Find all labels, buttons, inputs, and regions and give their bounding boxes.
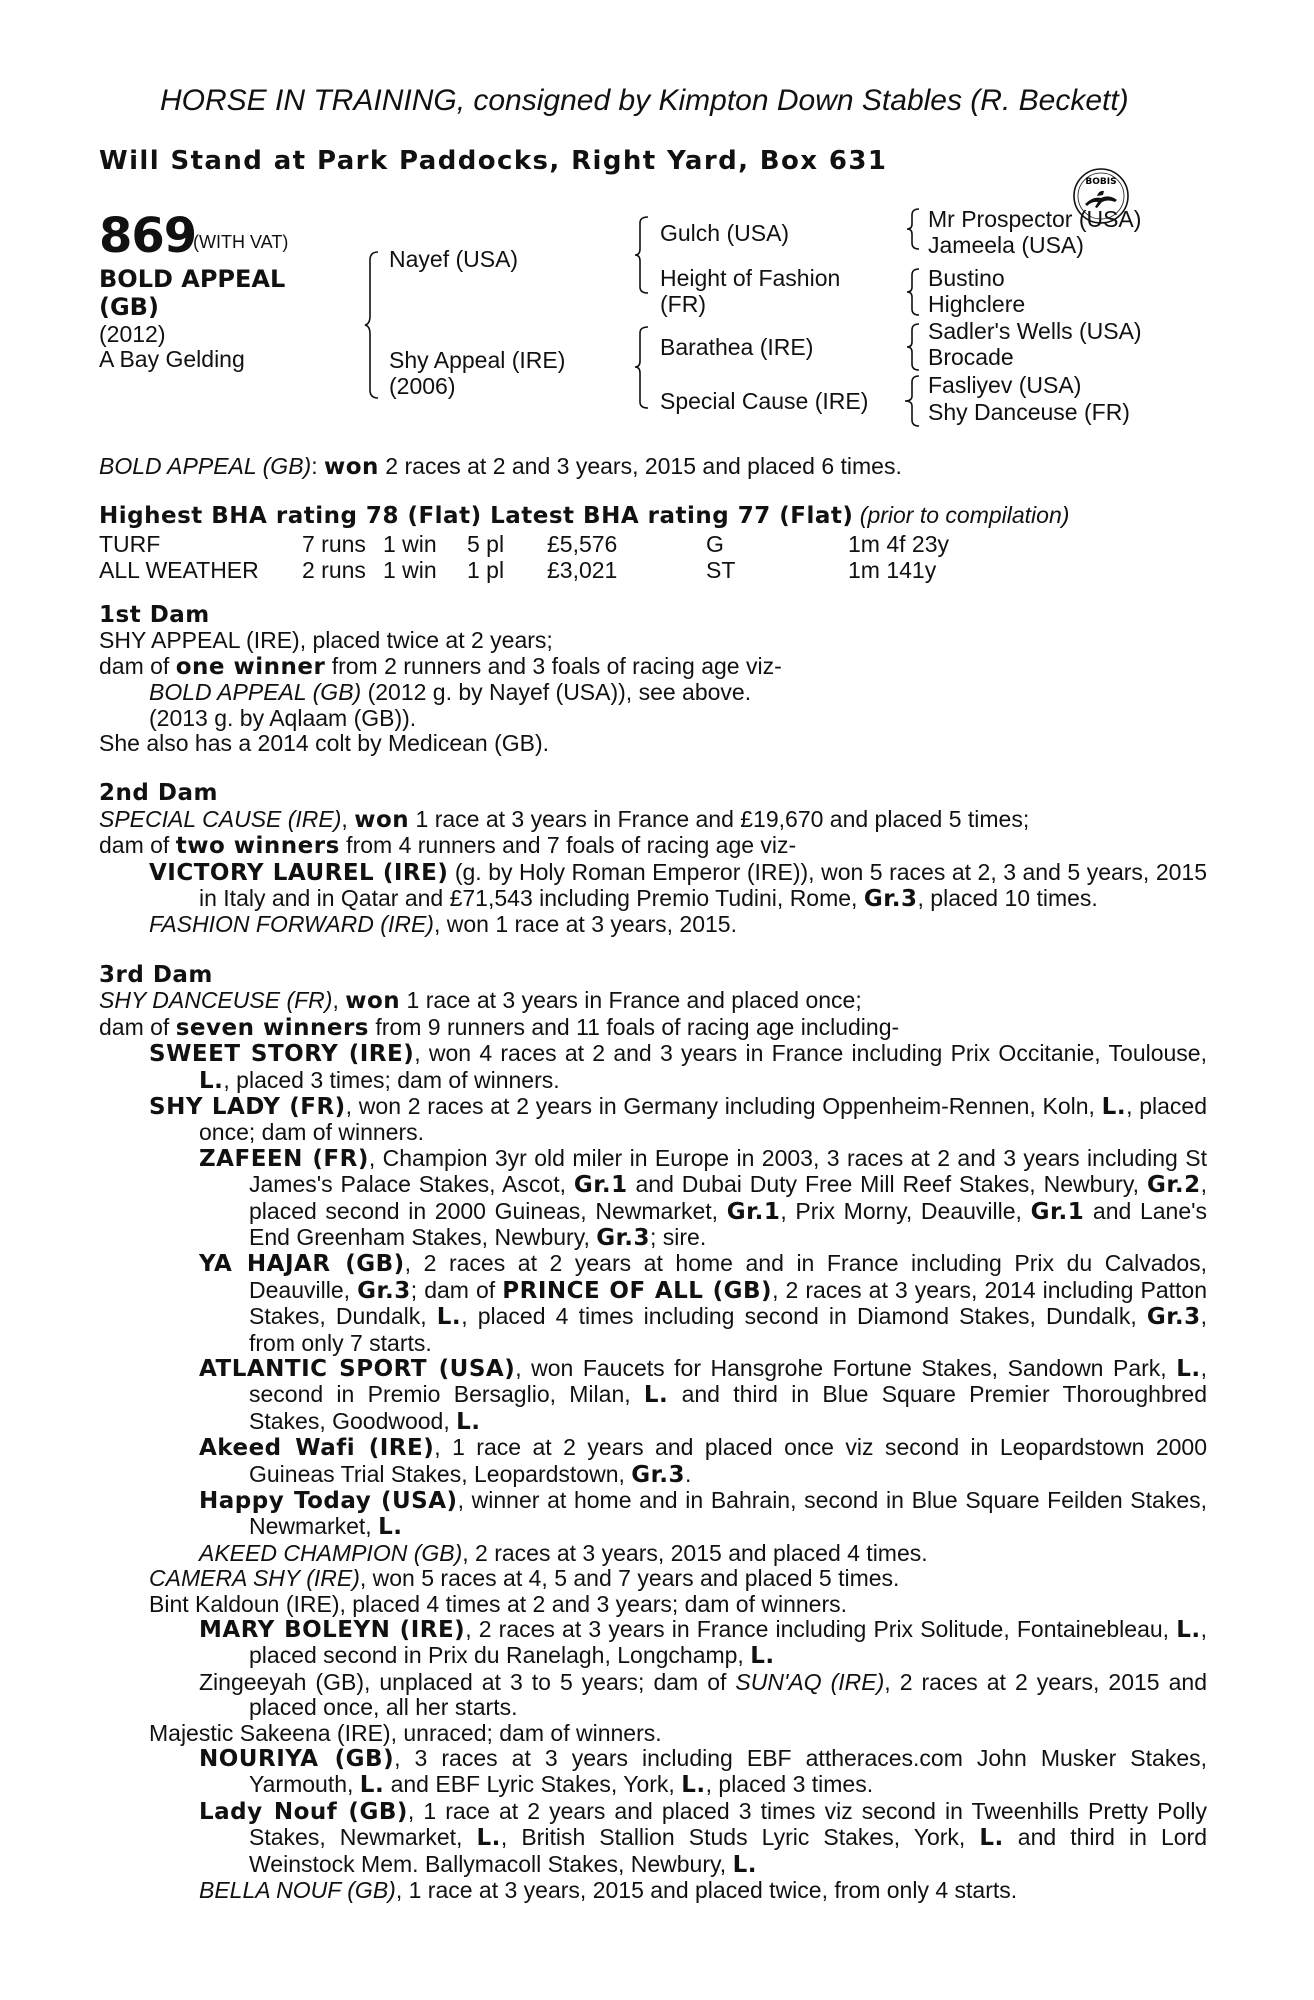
text: 1 race at 3 years in France and £19,670 and placed 5 times;	[409, 805, 1030, 832]
first-dam-child: (2013 g. by Aqlaam (GB)).	[149, 704, 417, 731]
progeny-name: AKEED CHAMPION (GB)	[199, 1539, 463, 1566]
text: , 2 races at 2 years at home and in France including Prix du Calvados, Deauville,	[249, 1250, 1207, 1303]
horse-name	[99, 265, 329, 321]
text-bold: L.	[732, 1851, 757, 1878]
dam-name: SHY DANCEUSE (FR)	[99, 987, 333, 1014]
pedigree-g1: Mr Prospector (USA)	[928, 206, 1142, 232]
family-details	[99, 603, 1207, 1904]
progeny-name: BELLA NOUF (GB)	[199, 1877, 396, 1904]
progeny-name: ZAFEEN (FR)	[199, 1145, 369, 1172]
second-dam-produce	[99, 833, 1207, 859]
text-bold: seven winners	[175, 1014, 369, 1041]
text: , won 2 races at 2 years in Germany including Oppenheim-Rennen, Koln,	[345, 1092, 1102, 1119]
pedigree-g8: Shy Danceuse (FR)	[928, 399, 1130, 425]
text: , from only 7 starts.	[249, 1303, 1207, 1356]
record-going: G	[706, 531, 724, 557]
dam-name: SPECIAL CAUSE (IRE)	[99, 805, 342, 832]
progeny-name: MARY BOLEYN (IRE)	[199, 1617, 466, 1644]
text-bold: L.	[1176, 1355, 1201, 1382]
pedigree-g5: Sadler's Wells (USA)	[928, 318, 1142, 344]
text-bold: Gr.3	[596, 1224, 650, 1251]
text-bold: L.	[681, 1772, 706, 1799]
child-name: BOLD APPEAL (GB)	[149, 679, 362, 706]
text-bold: L.	[979, 1825, 1004, 1852]
text-bold: Gr.1	[573, 1172, 628, 1199]
text: from 9 runners and 11 foals of racing age including-	[369, 1013, 900, 1040]
text: 1 race at 3 years in France and placed once;	[400, 987, 862, 1014]
progeny-entry	[99, 1356, 1207, 1435]
text: , won 5 races at 4, 5 and 7 years and placed 5 times.	[359, 1565, 900, 1592]
bha-rating-text: Highest BHA rating 78 (Flat) Latest BHA rating 77 (Flat)	[99, 503, 854, 529]
record-money: £3,021	[547, 557, 618, 583]
text: from 2 runners and 3 foals of racing age viz-	[325, 652, 782, 679]
text: , won 4 races at 2 and 3 years in France including Prix Occitanie, Toulouse,	[414, 1040, 1207, 1067]
pedigree-g2: Jameela (USA)	[928, 232, 1084, 258]
progeny-entry	[99, 1094, 1207, 1146]
text-bold: Gr.2	[1146, 1172, 1201, 1199]
record-going: ST	[706, 557, 736, 583]
progeny-entry	[99, 1435, 1207, 1488]
pedigree-brace-4	[906, 207, 924, 251]
text: dam of	[99, 652, 176, 679]
text: ,	[341, 805, 355, 832]
text: dam of	[99, 1013, 176, 1040]
text-bold: won	[345, 988, 401, 1015]
progeny-entry: Majestic Sakeena (IRE), unraced; dam of winners.	[149, 1719, 662, 1746]
text-bold: PRINCE OF ALL (GB)	[502, 1277, 773, 1304]
progeny-name: Akeed Wafi (IRE)	[199, 1435, 435, 1462]
pedigree-sire: Nayef (USA)	[389, 246, 519, 272]
pedigree-sire-sire: Gulch (USA)	[660, 220, 790, 246]
record-surface: TURF	[99, 531, 161, 557]
third-dam-produce	[99, 1015, 1207, 1041]
pedigree-g4: Highclere	[928, 291, 1026, 317]
record-runs: 7 runs	[302, 531, 366, 557]
record-placed: 5 pl	[467, 531, 505, 557]
text-bold: won	[354, 806, 410, 833]
text: and third in Lord Weinstock Mem. Ballymacoll Stakes, Newbury,	[249, 1824, 1207, 1877]
pedigree-brace-5	[906, 267, 924, 317]
progeny-name: ATLANTIC SPORT (USA)	[199, 1355, 516, 1382]
progeny-entry: Bint Kaldoun (IRE), placed 4 times at 2 and 3 years; dam of winners.	[149, 1590, 848, 1617]
record-wins: 1 win	[383, 557, 437, 583]
text-bold: L.	[750, 1643, 775, 1670]
text: , placed 4 times including second in Diamond Stakes, Dundalk,	[461, 1303, 1147, 1330]
progeny-name: YA HAJAR (GB)	[199, 1251, 405, 1278]
horse-name-line2: (GB)	[99, 293, 159, 321]
progeny-entry	[99, 912, 1207, 937]
text-bold: Gr.3	[357, 1277, 411, 1304]
first-dam-produce	[99, 654, 1207, 680]
page-title: HORSE IN TRAINING, consigned by Kimpton Down Stables (R. Beckett)	[160, 84, 1129, 117]
record-surface: ALL WEATHER	[99, 557, 259, 583]
progeny-name: NOURIYA (GB)	[199, 1746, 395, 1773]
text-bold: L.	[643, 1382, 669, 1409]
progeny-entry	[99, 1541, 1207, 1566]
text: , Champion 3yr old miler in Europe in 2003, 3 races at 2 and 3 years including St James's Palace Stakes, Ascot,	[249, 1144, 1207, 1198]
text: , placed 3 times; dam of winners.	[223, 1066, 560, 1093]
pedigree-brace-3	[634, 325, 654, 410]
text: ,	[332, 987, 346, 1014]
summary-horse-name: BOLD APPEAL (GB)	[99, 453, 312, 479]
text: , placed once; dam of winners.	[199, 1092, 1207, 1146]
text: , second in Premio Bersaglio, Milan,	[249, 1354, 1207, 1408]
record-money: £5,576	[547, 531, 618, 557]
progeny-entry	[99, 1488, 1207, 1541]
text: , won Faucets for Hansgrohe Fortune Stakes, Sandown Park,	[515, 1354, 1177, 1381]
pedigree-brace-2	[634, 215, 654, 295]
pedigree-sire-dam-line2: (FR)	[660, 291, 706, 317]
text-bold: Gr.1	[1030, 1198, 1085, 1225]
text: , 1 race at 3 years, 2015 and placed twice, from only 4 starts.	[395, 1877, 1018, 1904]
text: , winner at home and in Bahrain, second in Blue Square Feilden Stakes, Newmarket,	[249, 1487, 1208, 1540]
progeny-entry	[99, 1878, 1207, 1903]
progeny-entry	[99, 1617, 1207, 1670]
bha-rating-note: (prior to compilation)	[859, 502, 1070, 528]
text: Zingeeyah (GB), unplaced at 3 to 5 years; dam of	[199, 1668, 736, 1695]
record-placed: 1 pl	[467, 557, 505, 583]
first-dam-line: SHY APPEAL (IRE), placed twice at 2 years;	[99, 627, 553, 654]
text: , Prix Morny, Deauville,	[780, 1197, 1031, 1224]
race-summary	[99, 453, 902, 480]
third-dam-line	[99, 988, 1207, 1014]
progeny-name: CAMERA SHY (IRE)	[149, 1565, 360, 1592]
second-dam-heading: 2nd Dam	[99, 780, 218, 807]
horse-year: (2012)	[99, 321, 166, 347]
lot-number: 869	[99, 208, 197, 264]
pedigree-g6: Brocade	[928, 344, 1014, 370]
progeny-name: Lady Nouf (GB)	[199, 1798, 408, 1825]
text: (g. by Holy Roman Emperor (IRE)), won 5 races at 2, 3 and 5 years, 2015 in Italy and in Qatar and £71,543 including Premio Tudini, Rome,	[199, 858, 1207, 912]
text: ; sire.	[649, 1223, 707, 1250]
summary-won: won	[323, 454, 379, 480]
text-bold: Gr.3	[631, 1461, 685, 1488]
progeny-name: VICTORY LAUREL (IRE)	[149, 859, 449, 886]
text-bold: L.	[378, 1514, 403, 1541]
stand-location: Will Stand at Park Paddocks, Right Yard, Box 631	[99, 146, 888, 176]
record-distance: 1m 141y	[848, 557, 937, 583]
text: ; dam of	[410, 1276, 503, 1303]
progeny-entry	[99, 860, 1207, 913]
progeny-name: SHY LADY (FR)	[149, 1093, 346, 1120]
text: , won 1 race at 3 years, 2015.	[433, 911, 737, 938]
text-bold: L.	[476, 1825, 501, 1852]
progeny-entry	[99, 1041, 1207, 1094]
text: and Dubai Duty Free Mill Reef Stakes, Newbury,	[627, 1171, 1147, 1198]
progeny-entry	[99, 1746, 1207, 1799]
text: and Lane's End Greenham Stakes, Newbury,	[249, 1197, 1208, 1250]
bobis-logo-text: BOBIS	[1085, 177, 1117, 187]
first-dam-child	[99, 680, 1207, 705]
pedigree-g7: Fasliyev (USA)	[928, 372, 1082, 398]
pedigree-sire-dam-line1: Height of Fashion	[660, 265, 841, 291]
record-runs: 2 runs	[302, 557, 366, 583]
progeny-entry	[99, 1670, 1207, 1721]
vat-label: (WITH VAT)	[193, 232, 289, 252]
text: , British Stallion Studs Lyric Stakes, York,	[500, 1824, 980, 1851]
text: , 3 races at 3 years including EBF attheraces.com John Musker Stakes, Yarmouth,	[249, 1745, 1207, 1798]
text: and EBF Lyric Stakes, York,	[384, 1771, 682, 1798]
text: , 1 race at 2 years and placed once viz second in Leopardstown 2000 Guineas Trial Stakes, Leopardstown,	[249, 1434, 1207, 1487]
progeny-entry	[99, 1251, 1207, 1356]
text: .	[684, 1460, 692, 1487]
first-dam-heading: 1st Dam	[99, 602, 210, 628]
pedigree-brace-7	[904, 374, 924, 428]
pedigree-dam-dam: Special Cause (IRE)	[660, 388, 869, 414]
text-bold: L.	[436, 1304, 462, 1331]
text: , 2 races at 3 years, 2015 and placed 4 times.	[462, 1539, 928, 1566]
text-bold: L.	[359, 1772, 385, 1799]
record-distance: 1m 4f 23y	[848, 531, 949, 557]
text: and third in Blue Square Premier Thoroughbred Stakes, Goodwood,	[249, 1381, 1208, 1434]
horse-description: A Bay Gelding	[99, 346, 245, 372]
progeny-entry	[99, 1799, 1207, 1878]
text: , 2 races at 3 years, 2014 including Patton Stakes, Dundalk,	[249, 1276, 1208, 1330]
text: (2012 g. by Nayef (USA)), see above.	[361, 679, 752, 706]
text-bold: one winner	[175, 653, 326, 680]
pedigree-g3: Bustino	[928, 265, 1005, 291]
text-bold: Gr.3	[1146, 1304, 1201, 1331]
second-dam-line	[99, 807, 1207, 833]
text: , 2 races at 2 years, 2015 and placed once, all her starts.	[249, 1668, 1207, 1721]
text-bold: L.	[1101, 1093, 1127, 1120]
text: , placed second in Prix du Ranelagh, Longchamp,	[249, 1616, 1207, 1669]
text: , 2 races at 3 years in France including Prix Solitude, Fontainebleau,	[465, 1616, 1177, 1643]
summary-colon: :	[311, 453, 318, 479]
text-bold: L.	[199, 1067, 224, 1094]
text: , placed 3 times.	[705, 1771, 874, 1798]
horse-name-line1: BOLD APPEAL	[99, 265, 286, 293]
third-dam-heading: 3rd Dam	[99, 961, 213, 988]
text-bold: Gr.3	[863, 886, 918, 913]
progeny-entry	[99, 1146, 1207, 1252]
text: dam of	[99, 832, 176, 859]
first-dam-note: She also has a 2014 colt by Medicean (GB).	[99, 730, 550, 757]
progeny-name: SUN'AQ (IRE)	[735, 1668, 885, 1695]
text: from 4 runners and 7 foals of racing age viz-	[339, 832, 797, 859]
text-bold: two winners	[175, 833, 340, 860]
summary-rest: 2 races at 2 and 3 years, 2015 and placed 6 times.	[378, 453, 902, 479]
pedigree-dam-year: (2006)	[389, 373, 456, 399]
text: , placed 10 times.	[917, 885, 1098, 912]
pedigree-dam: Shy Appeal (IRE)	[389, 347, 566, 373]
pedigree-brace-1	[364, 250, 384, 400]
bha-rating	[99, 502, 1069, 529]
progeny-entry	[99, 1566, 1207, 1591]
text: , 1 race at 2 years and placed 3 times viz second in Tweenhills Pretty Polly Stakes, Newmarket,	[249, 1797, 1207, 1851]
text-bold: L.	[1176, 1617, 1201, 1644]
text-bold: L.	[456, 1408, 481, 1435]
pedigree-dam-sire: Barathea (IRE)	[660, 334, 814, 360]
progeny-name: SWEET STORY (IRE)	[149, 1041, 415, 1068]
progeny-name: FASHION FORWARD (IRE)	[149, 911, 434, 938]
text-bold: Gr.1	[726, 1198, 781, 1225]
progeny-name: Happy Today (USA)	[199, 1488, 458, 1514]
record-wins: 1 win	[383, 531, 437, 557]
text: , placed second in 2000 Guineas, Newmarket,	[249, 1171, 1208, 1224]
pedigree-brace-6	[906, 322, 924, 372]
